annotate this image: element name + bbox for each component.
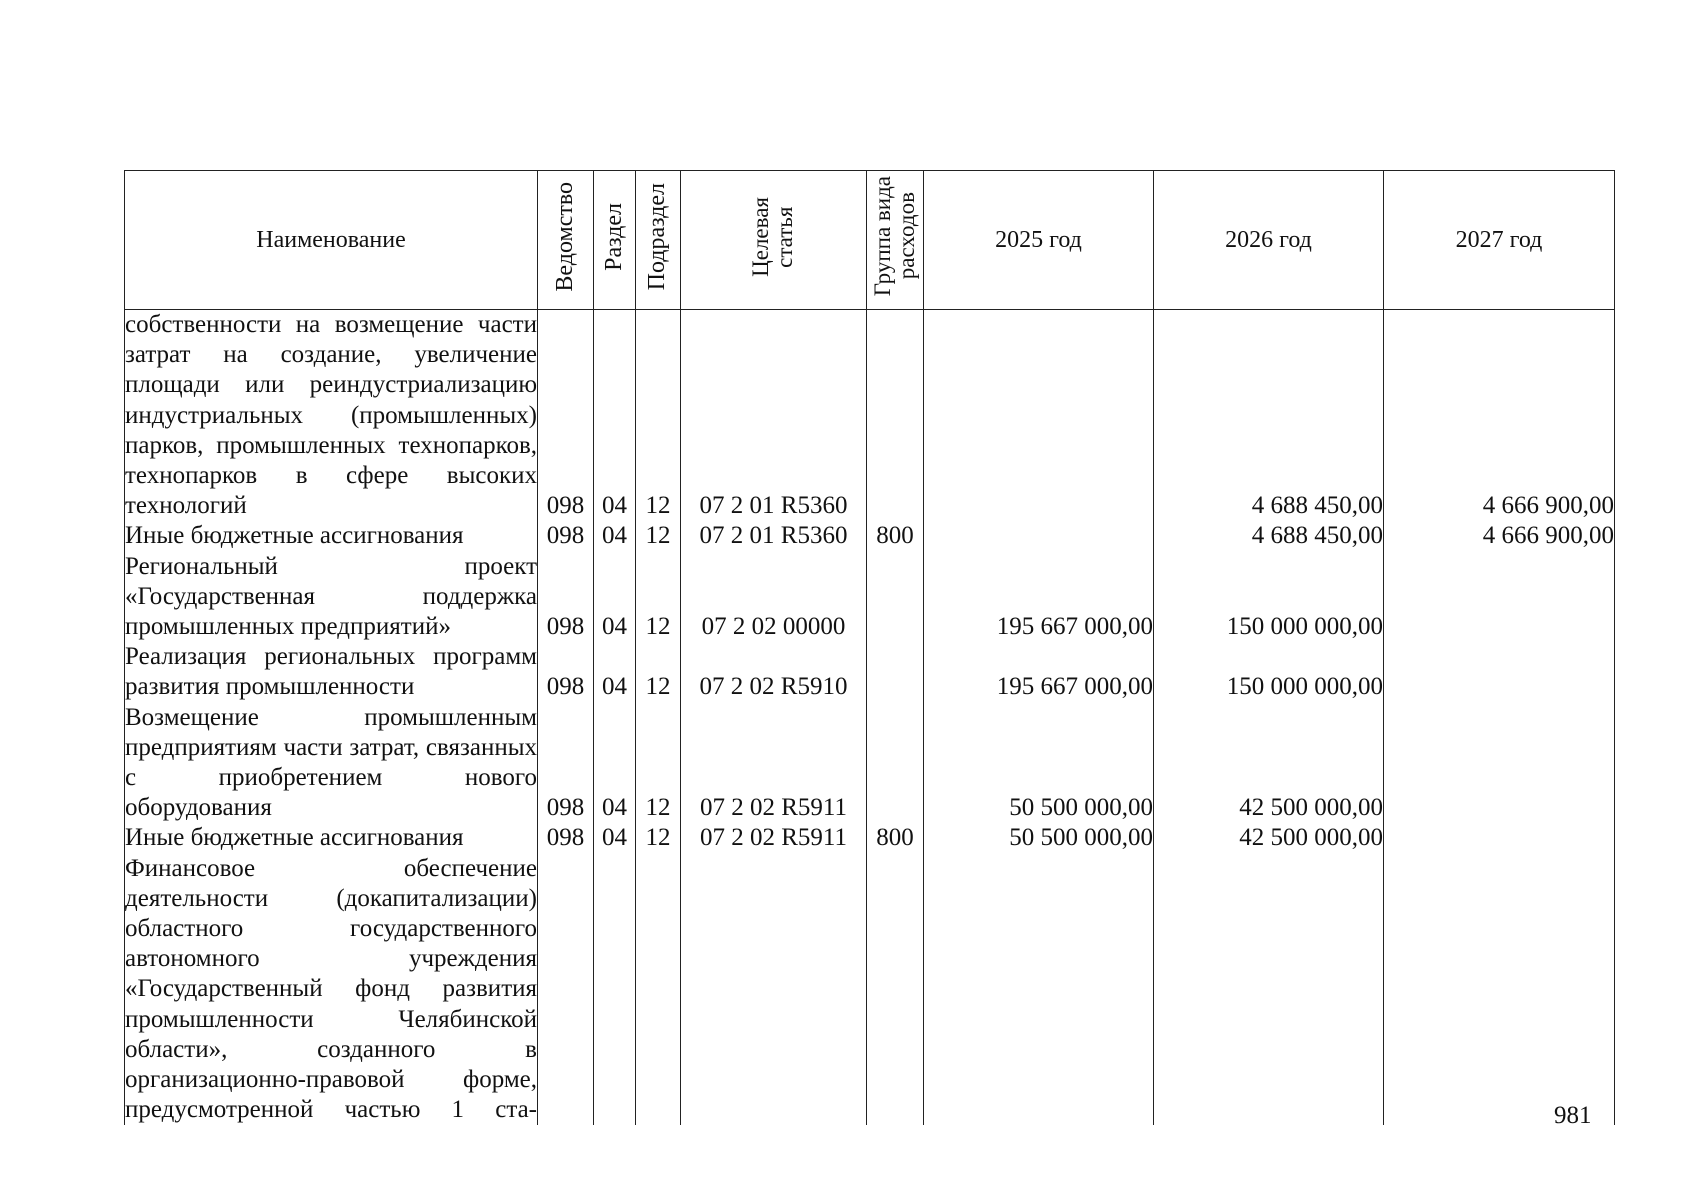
row-expense-group: [867, 854, 924, 1126]
header-2025: 2025 год: [924, 171, 1154, 310]
row-target-article: 07 2 02 R5910: [681, 642, 867, 702]
row-subsection: 12: [636, 521, 681, 551]
row-dept: 098: [538, 642, 594, 702]
row-2027: [1384, 642, 1615, 702]
row-2027: 4 666 900,00: [1384, 521, 1615, 551]
row-dept: 098: [538, 310, 594, 522]
table-row: [125, 521, 1615, 551]
row-expense-group: [867, 552, 924, 643]
row-2026: 4 688 450,00: [1154, 521, 1384, 551]
row-section: 04: [594, 823, 636, 853]
row-section: 04: [594, 703, 636, 824]
row-2025: [924, 310, 1154, 522]
row-expense-group: 800: [867, 521, 924, 551]
row-2025: 50 500 000,00: [924, 703, 1154, 824]
row-dept: 098: [538, 552, 594, 643]
header-2026: 2026 год: [1154, 171, 1384, 310]
row-2027: [1384, 552, 1615, 643]
row-subsection: 12: [636, 823, 681, 853]
row-name: Финансовое обеспечение деятельности (докапитализации) областного государственного автономного учреждения «Государственный фонд развития промышленности Челябинской области», созданного в организационно-правовой форме, предусмотренной частью 1 ста-: [125, 854, 538, 1126]
header-section: Раздел: [594, 171, 636, 310]
row-expense-group: [867, 642, 924, 702]
row-dept: 098: [538, 521, 594, 551]
row-section: [594, 854, 636, 1126]
table-row: [125, 642, 1615, 702]
row-name: Иные бюджетные ассигнования: [125, 823, 538, 853]
row-dept: 098: [538, 823, 594, 853]
header-dept: Ведомство: [538, 171, 594, 310]
row-target-article: 07 2 02 R5911: [681, 703, 867, 824]
header-name: Наименование: [125, 171, 538, 310]
row-expense-group: 800: [867, 823, 924, 853]
row-name: Возмещение промышленным предприятиям части затрат, связанных с приобретением нового оборудования: [125, 703, 538, 824]
budget-table: [124, 170, 1615, 1125]
row-dept: [538, 854, 594, 1126]
row-2027: [1384, 854, 1615, 1126]
row-2027: 4 666 900,00: [1384, 310, 1615, 522]
row-subsection: 12: [636, 310, 681, 522]
row-subsection: 12: [636, 552, 681, 643]
row-target-article: 07 2 02 R5911: [681, 823, 867, 853]
table-row: [125, 854, 1615, 1126]
row-2025: 195 667 000,00: [924, 642, 1154, 702]
row-subsection: 12: [636, 642, 681, 702]
row-2027: [1384, 823, 1615, 853]
row-expense-group: [867, 310, 924, 522]
row-section: 04: [594, 642, 636, 702]
page-number: 981: [1554, 1102, 1592, 1129]
row-2025: 195 667 000,00: [924, 552, 1154, 643]
table-row: [125, 552, 1615, 643]
row-section: 04: [594, 552, 636, 643]
row-target-article: [681, 854, 867, 1126]
row-2026: 150 000 000,00: [1154, 552, 1384, 643]
header-expense-group: Группа вида расходов: [867, 171, 924, 310]
row-2026: [1154, 854, 1384, 1126]
row-section: 04: [594, 310, 636, 522]
row-subsection: [636, 854, 681, 1126]
table-row: [125, 823, 1615, 853]
header-subsection: Подраздел: [636, 171, 681, 310]
row-name: Иные бюджетные ассигнования: [125, 521, 538, 551]
row-2026: 42 500 000,00: [1154, 823, 1384, 853]
row-name: Реализация региональных программ развития промышленности: [125, 642, 538, 702]
table-row: [125, 310, 1615, 522]
row-2027: [1384, 703, 1615, 824]
row-name: Региональный проект «Государственная поддержка промышленных предприятий»: [125, 552, 538, 643]
row-2025: [924, 854, 1154, 1126]
row-subsection: 12: [636, 703, 681, 824]
row-2026: 4 688 450,00: [1154, 310, 1384, 522]
table-row: [125, 703, 1615, 824]
row-2026: 42 500 000,00: [1154, 703, 1384, 824]
row-section: 04: [594, 521, 636, 551]
row-2026: 150 000 000,00: [1154, 642, 1384, 702]
row-2025: 50 500 000,00: [924, 823, 1154, 853]
row-dept: 098: [538, 703, 594, 824]
row-expense-group: [867, 703, 924, 824]
row-target-article: 07 2 02 00000: [681, 552, 867, 643]
row-target-article: 07 2 01 R5360: [681, 310, 867, 522]
header-target-article: Целевая статья: [681, 171, 867, 310]
header-2027: 2027 год: [1384, 171, 1615, 310]
row-name: собственности на возмещение части затрат на создание, увеличение площади или реиндустриализацию индустриальных (промышленных) парков, промышленных технопарков, технопарков в сфере высоких технологий: [125, 310, 538, 522]
header-row: [125, 171, 1615, 310]
row-2025: [924, 521, 1154, 551]
row-target-article: 07 2 01 R5360: [681, 521, 867, 551]
